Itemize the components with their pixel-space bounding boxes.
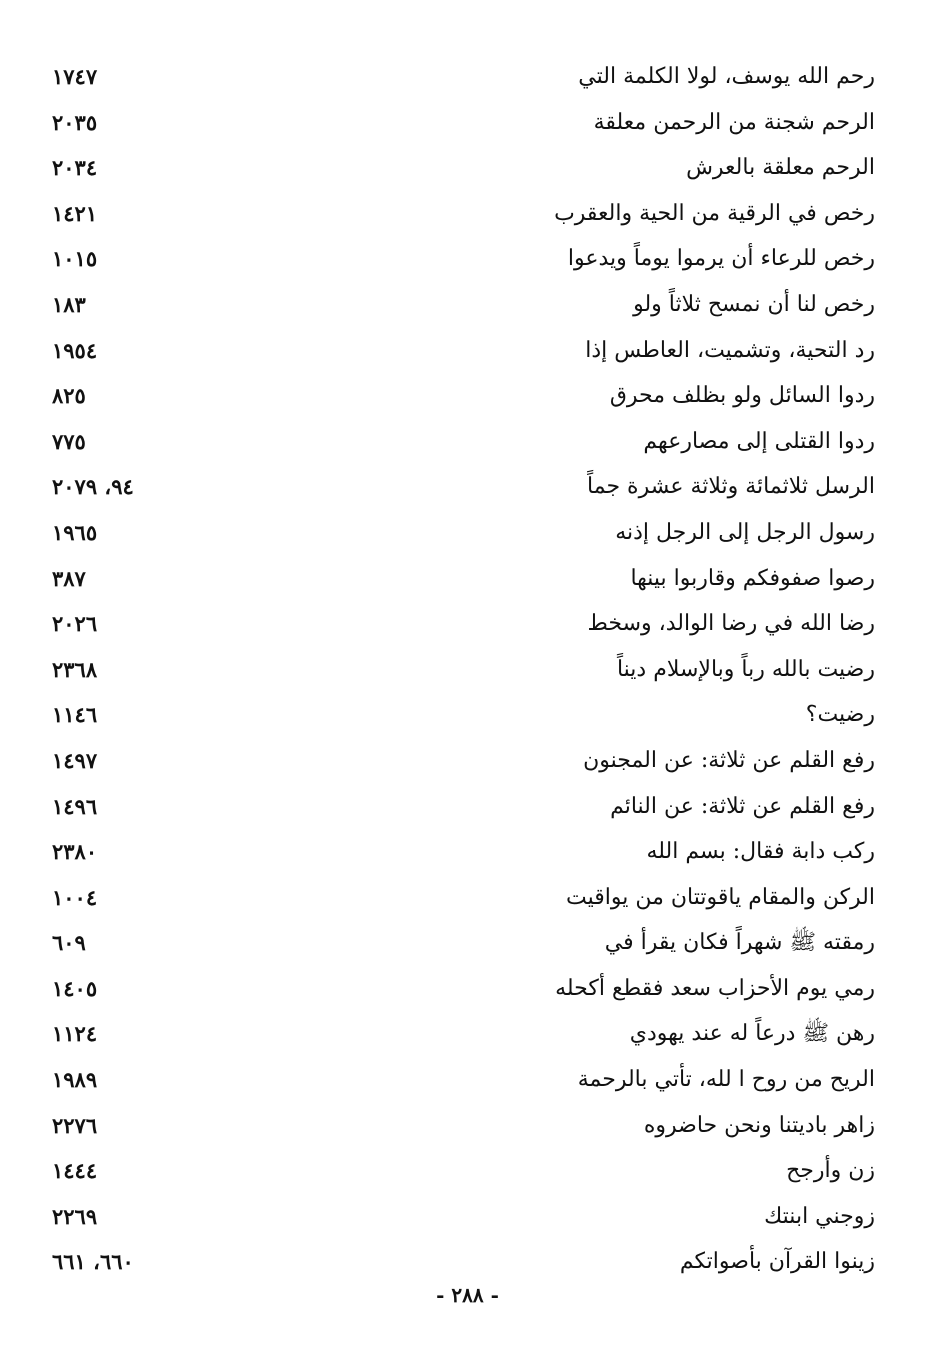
index-entry [0,556,935,602]
entry-text: رفع القلم عن ثلاثة: عن المجنون [583,747,875,773]
entry-number: ١٤٩٦ [52,793,98,819]
entry-number: ١٠٠٤ [52,884,98,910]
entry-text: زينوا القرآن بأصواتكم [679,1249,875,1275]
entry-number: ٧٧٥ [52,428,86,454]
index-entry [0,738,935,784]
entry-number: ٢٢٦٩ [52,1203,98,1229]
index-entry [0,373,935,419]
index-entry [0,145,935,191]
index-entry [0,510,935,556]
index-entry [0,966,935,1012]
entry-text: الركن والمقام ياقوتتان من يواقيت [566,884,875,910]
entry-text: ردوا السائل ولو بظلف محرق [609,383,875,409]
entry-number: ١٧٤٧ [52,64,98,89]
index-entry [0,54,935,100]
index-entry [0,829,935,875]
entry-text: زاهر باديتنا ونحن حاضروه [643,1112,875,1138]
entry-text: رهن ﷺ درعاً له عند يهودي [629,1021,875,1047]
entry-text: رخص في الرقية من الحية والعقرب [554,200,875,226]
entry-number: ١١٤٦ [52,702,98,728]
index-entry [0,1239,935,1285]
entry-text: ركب دابة فقال: بسم الله [646,839,875,865]
index-entry [0,282,935,328]
entry-number: ١٤٤٤ [52,1158,98,1184]
entry-text: زن وأرجح [786,1158,875,1184]
entry-number: ١٤٢١ [52,200,98,226]
index-entry [0,419,935,465]
entry-number: ٢٠٢٦ [52,611,98,637]
entry-text: زوجني ابنتك [764,1203,875,1229]
entry-number: ١٩٦٥ [52,519,98,545]
entry-text: ردوا القتلى إلى مصارعهم [643,428,875,454]
entry-text: رضيت؟ [805,702,875,728]
entry-number: ١٤٩٧ [52,747,98,773]
index-entry [0,784,935,830]
entry-number: ٦٦٠، ٦٦١ [52,1249,134,1275]
index-entry [0,236,935,282]
hadith-index-list [0,54,935,1285]
entry-number: ١٩٥٤ [52,337,98,363]
entry-number: ١٨٣ [52,291,86,317]
entry-text: رفع القلم عن ثلاثة: عن النائم [610,793,875,819]
entry-number: ٢٢٧٦ [52,1112,98,1138]
index-entry [0,1148,935,1194]
entry-number: ١٤٠٥ [52,975,98,1001]
entry-number: ١١٢٤ [52,1021,98,1047]
index-entry [0,191,935,237]
index-entry [0,1057,935,1103]
entry-number: ١٩٨٩ [52,1067,98,1093]
index-entry [0,692,935,738]
index-entry [0,601,935,647]
entry-text: الرحم معلقة بالعرش [686,155,875,181]
entry-number: ٢٠٣٤ [52,155,98,181]
entry-text: الرحم شجنة من الرحمن معلقة [593,109,875,135]
entry-number: ٢٠٣٥ [52,109,98,135]
index-entry [0,1103,935,1149]
entry-text: الرسل ثلاثمائة وثلاثة عشرة جماً [587,474,875,500]
entry-number: ٨٢٥ [52,383,86,409]
entry-number: ٣٨٧ [52,565,86,591]
entry-number: ٢٣٦٨ [52,656,98,682]
entry-text: رسول الرجل إلى الرجل إذنه [615,519,875,545]
index-entry [0,1194,935,1240]
entry-number: ٢٣٨٠ [52,839,98,865]
entry-text: رحم الله يوسف، لولا الكلمة التي [578,64,875,89]
entry-text: رضا الله في رضا الوالد، وسخط [587,611,875,637]
index-entry [0,647,935,693]
entry-text: رخص لنا أن نمسح ثلاثاً ولو [633,291,875,317]
entry-number: ٩٤، ٢٠٧٩ [52,474,134,500]
entry-text: رخص للرعاء أن يرموا يوماً ويدعوا [567,246,875,272]
entry-text: رمي يوم الأحزاب سعد فقطع أكحله [555,975,875,1001]
index-entry [0,100,935,146]
page-number: - ٢٨٨ - [436,1283,499,1307]
index-entry [0,875,935,921]
entry-text: رضيت بالله رباً وبالإسلام ديناً [616,656,875,682]
entry-number: ٦٠٩ [52,930,86,956]
index-entry [0,464,935,510]
entry-text: رصوا صفوفكم وقاربوا بينها [630,565,875,591]
entry-text: رمقته ﷺ شهراً فكان يقرأ في [604,930,875,956]
index-entry [0,1011,935,1057]
entry-text: الريح من روح ا لله، تأتي بالرحمة [577,1067,875,1093]
index-entry [0,328,935,374]
entry-number: ١٠١٥ [52,246,98,272]
entry-text: رد التحية، وتشميت، العاطس إذا [585,337,875,363]
index-entry [0,920,935,966]
